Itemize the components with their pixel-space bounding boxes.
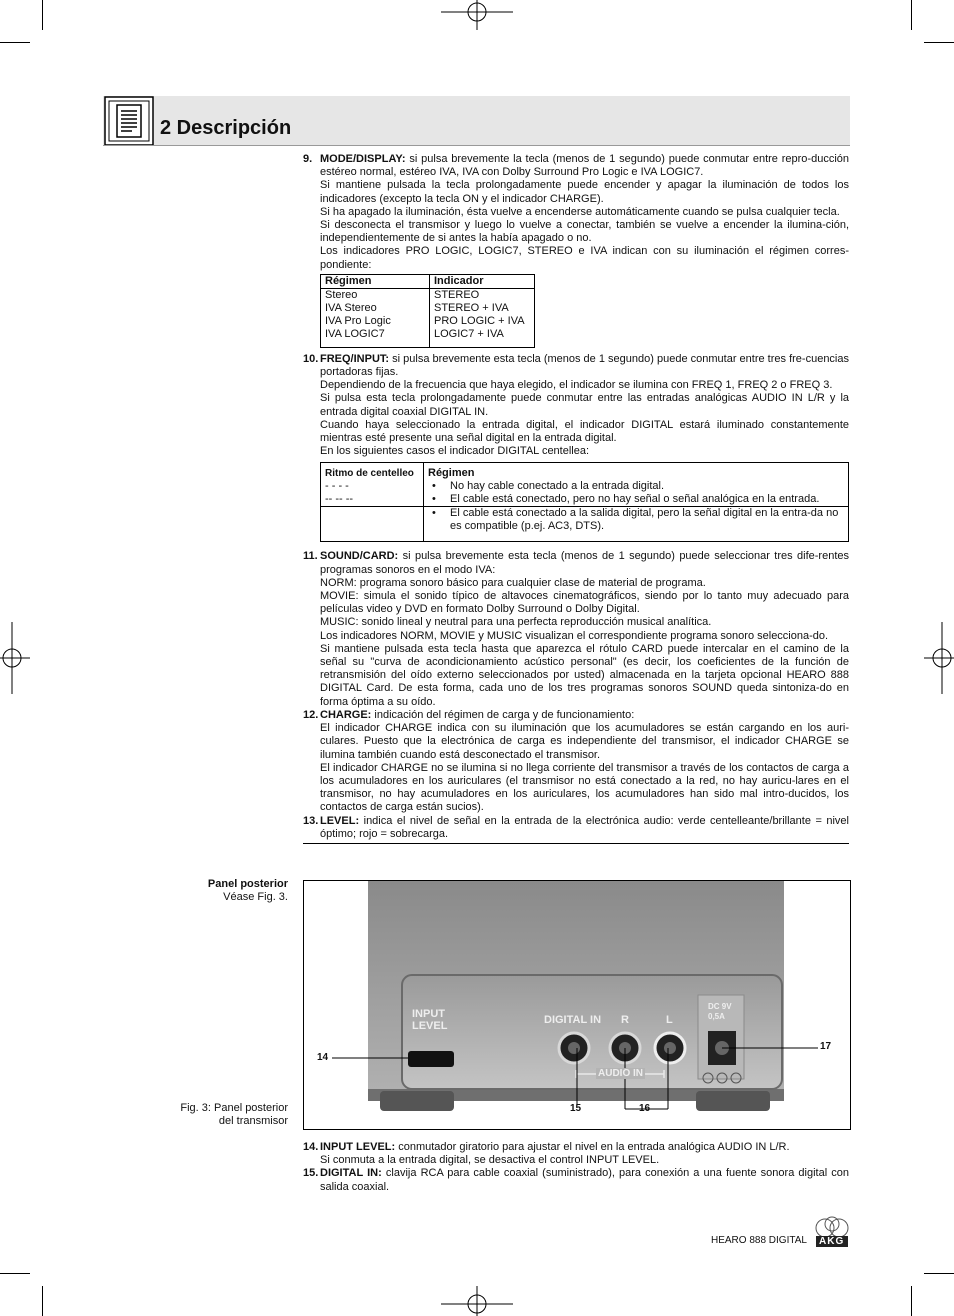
item-paragraph xyxy=(320,550,849,576)
mode-table-cell: STEREO + IVA xyxy=(430,302,535,315)
crop-mark xyxy=(42,0,43,30)
item-paragraph: MUSIC: sonido lineal y neutral para una perfecta reproducción musical analítica. xyxy=(320,616,712,629)
akg-logo-text: AKG xyxy=(819,1236,845,1247)
item-heading: LEVEL: xyxy=(320,814,360,827)
item-number: 12. xyxy=(303,708,319,721)
main-text-block-2 xyxy=(303,1141,849,1194)
label-line: INPUT xyxy=(412,1008,445,1020)
item-paragraph: Los indicadores PRO LOGIC, LOGIC7, STEREO e IVA indican con su iluminación el régimen corres-pondiente: xyxy=(320,245,849,271)
mode-table-cell: PRO LOGIC + IVA xyxy=(430,315,535,328)
item-10 xyxy=(303,353,849,459)
main-text-block-1 xyxy=(303,153,849,844)
item-heading: CHARGE: xyxy=(320,708,372,721)
header-divider xyxy=(103,145,850,146)
bullet-icon: • xyxy=(432,493,436,506)
mode-table-cell: LOGIC7 + IVA xyxy=(430,328,535,348)
item-number: 11. xyxy=(303,550,318,563)
mode-table-header: Indicador xyxy=(430,274,535,288)
crop-mark xyxy=(911,0,912,30)
sidebar-panel-label xyxy=(208,878,288,904)
item-11 xyxy=(303,550,849,708)
item-number: 10. xyxy=(303,352,319,365)
item-paragraph: El indicador CHARGE indica con su iluminación que los acumuladores se están cargando en los auri-culares. Puesto que la electrónica de carga es independiente del transmisor, el indicador CHARGE se ilumina también cuando está desconectado el transmisor. xyxy=(320,722,849,761)
item-text: si pulsa brevemente esta tecla (menos de 1 segundo) puede conmutar entre tres fre-cuencias portadoras fijas. xyxy=(320,352,849,379)
bullet-item xyxy=(428,493,844,506)
item-text: si pulsa brevemente la tecla (menos de 1 segundo) puede conmutar entre repro-ducción estéreo normal, estéreo IVA, IVA con Dolby Surround Pro Logic e IVA LOGIC7. xyxy=(320,153,849,179)
item-paragraph: Los indicadores NORM, MOVIE y MUSIC visualizan el correspondiente programa sonoro selecciona-do. xyxy=(320,629,829,642)
r-label: R xyxy=(621,1014,629,1026)
crop-mark xyxy=(0,42,30,43)
registration-mark-right xyxy=(924,622,954,694)
item-paragraph: NORM: programa sonoro básico para cualquier clase de material de programa. xyxy=(320,576,706,589)
item-number: 9. xyxy=(303,153,313,165)
figure-caption-line: del transmisor xyxy=(218,1115,288,1127)
input-level-label xyxy=(412,1008,447,1032)
bullet-item xyxy=(428,507,844,533)
item-paragraph: Si ha apagado la iluminación, ésta vuelve a encenderse automáticamente cuando se pulsa cualquier tecla. xyxy=(320,205,840,218)
mode-table-cell: Stereo xyxy=(325,288,358,301)
bullet-text: El cable está conectado, pero no hay señal o señal analógica en la entrada. xyxy=(450,493,820,506)
panel-reference: Véase Fig. 3. xyxy=(223,891,288,903)
callout-15: 15 xyxy=(570,1103,582,1114)
item-heading: DIGITAL IN: xyxy=(320,1167,382,1180)
item-paragraph: Si desconecta el transmisor y luego lo vuelve a conectar, también se vuelve a encender la ilumina-ción, independientemente de si antes la había apagado o no. xyxy=(320,219,849,245)
item-text: si pulsa brevemente esta tecla (menos de 1 segundo) puede seleccionar tres dife-rentes programas sonoros en el modo IVA: xyxy=(320,550,849,576)
item-paragraph: En los siguientes casos el indicador DIGITAL centellea: xyxy=(320,445,590,458)
blink-pattern: - - - - xyxy=(325,480,349,493)
registration-mark-left xyxy=(0,622,30,694)
bullet-icon: • xyxy=(432,507,436,520)
item-9 xyxy=(303,153,849,272)
callout-16: 16 xyxy=(639,1103,651,1114)
item-heading: SOUND/CARD: xyxy=(320,550,399,563)
crop-mark xyxy=(924,42,954,43)
l-label: L xyxy=(666,1014,673,1026)
rear-panel-figure xyxy=(303,880,851,1130)
item-paragraph xyxy=(320,153,849,179)
mode-table xyxy=(320,274,535,348)
footer-product-name: HEARO 888 DIGITAL xyxy=(711,1235,807,1246)
blink-pattern-cell xyxy=(321,507,424,542)
item-13 xyxy=(303,815,849,844)
label-line: LEVEL xyxy=(412,1020,448,1032)
item-paragraph: Si mantiene pulsada la tecla prolongadamente puede encender y apagar la iluminación de todos los indicadores (excepto la tecla ON y el indicador CHARGE). xyxy=(320,179,849,205)
bullet-text: El cable está conectado a la salida digital, pero la señal digital en la entra-da no es compatible (p.ej. AC3, DTS). xyxy=(450,507,839,533)
dc-label xyxy=(708,1002,732,1022)
item-text: indicación del régimen de carga y de funcionamiento: xyxy=(374,708,635,721)
crop-mark xyxy=(42,1286,43,1316)
item-paragraph: Dependiendo de la frecuencia que haya elegido, el indicador se ilumina con FREQ 1, FREQ 2 o FREQ 3. xyxy=(320,379,833,392)
mode-table-cell: IVA LOGIC7 xyxy=(325,327,385,340)
mode-table-cell: STEREO xyxy=(430,288,535,302)
item-paragraph: MOVIE: simula el sonido típico de altavoces cinematográficos, siendo por lo tanto muy adecuado para películas video y DVD en formato Dolby Surround o Dolby Digital. xyxy=(320,590,849,616)
item-paragraph xyxy=(320,353,849,379)
item-paragraph: Cuando haya seleccionado la entrada digital, el indicador DIGITAL estará iluminado constantemente mientras esté presente una señal digital en la entrada digital. xyxy=(320,418,849,445)
item-text: indica el nivel de señal en la entrada de la electrónica audio: verde centelleante/brillante = nivel óptimo; rojo = sobrecarga. xyxy=(320,814,849,840)
label-line: DC 9V xyxy=(708,1002,732,1011)
bullet-icon: • xyxy=(432,480,436,493)
callout-17: 17 xyxy=(820,1041,832,1052)
item-paragraph: El indicador CHARGE no se ilumina si no llega corriente del transmisor a través de los contactos de carga a los acumuladores en los auriculares (el transmisor no está conectado a la red, no hay auricu-lares en el transmisor, no hay acumuladores en los auriculares, los acumuladores han sido mal intro-ducidos, los contactos de carga están sucios). xyxy=(320,761,849,814)
item-paragraph: Si conmuta a la entrada digital, se desactiva el control INPUT LEVEL. xyxy=(320,1154,660,1167)
crop-mark xyxy=(911,1286,912,1316)
callout-14: 14 xyxy=(317,1052,329,1063)
mode-table-header: Régimen xyxy=(321,274,430,288)
item-paragraph xyxy=(320,1141,849,1154)
blink-meaning-cell xyxy=(424,507,849,542)
item-text: conmutador giratorio para ajustar el nivel en la entrada analógica AUDIO IN L/R. xyxy=(398,1141,790,1153)
blink-table-header: Régimen xyxy=(424,463,849,481)
item-12 xyxy=(303,709,849,815)
rear-panel-illustration xyxy=(304,881,850,1129)
item-number: 13. xyxy=(303,814,319,827)
item-heading: FREQ/INPUT: xyxy=(320,352,390,365)
item-paragraph: Si pulsa esta tecla prolongadamente puede conmutar entre las entradas analógicas AUDIO IN L/R y la entrada digital coaxial DIGITAL IN. xyxy=(320,392,849,418)
audio-in-label: AUDIO IN xyxy=(598,1068,643,1079)
blink-pattern: -- -- -- xyxy=(325,493,354,506)
blink-meaning-cell xyxy=(424,480,849,507)
item-paragraph xyxy=(320,815,849,841)
item-15 xyxy=(303,1167,849,1193)
item-heading: INPUT LEVEL: xyxy=(320,1141,396,1153)
mode-table-cell: IVA Pro Logic xyxy=(325,314,391,327)
item-number: 15. xyxy=(303,1167,319,1180)
crop-mark xyxy=(924,1273,954,1274)
item-heading: MODE/DISPLAY: xyxy=(320,153,406,165)
crop-mark xyxy=(0,1273,30,1274)
digital-in-label: DIGITAL IN xyxy=(544,1014,602,1026)
registration-mark-bottom xyxy=(441,1286,513,1316)
item-paragraph xyxy=(320,709,849,722)
item-number: 14. xyxy=(303,1141,319,1153)
blink-table xyxy=(320,462,849,542)
bullet-text: No hay cable conectado a la entrada digital. xyxy=(450,480,665,493)
label-line: 0,5A xyxy=(708,1012,725,1021)
bullet-item xyxy=(428,480,844,493)
page-title: 2 Descripción xyxy=(160,117,292,139)
blink-pattern-cell xyxy=(321,480,424,507)
blink-table-header: Ritmo de centelleo xyxy=(325,468,414,480)
panel-title: Panel posterior xyxy=(207,878,288,890)
item-paragraph: Si mantiene pulsada esta tecla hasta que aparezca el rótulo CARD puede intercalar en el camino de la señal su "curva de acondicionamiento acústico personal" (es decir, los coeficientes de la función de retransmisión del oído externo seleccionados por usted) almacenada en la tarjeta opcional HEARO 888 DIGITAL Card. De esta forma, cada uno de los tres programas sonoros SOUND queda sintoniza-do en forma óptima a su oído. xyxy=(320,642,849,708)
item-text: clavija RCA para cable coaxial (suministrado), para conexión a una fuente sonora digital con salida coaxial. xyxy=(320,1167,850,1193)
item-paragraph xyxy=(320,1167,849,1193)
item-14 xyxy=(303,1141,849,1167)
mode-table-cell: IVA Stereo xyxy=(325,301,377,314)
figure-caption xyxy=(180,1102,288,1128)
registration-mark-top xyxy=(441,0,513,30)
figure-caption-line: Fig. 3: Panel posterior xyxy=(180,1102,288,1114)
document-icon xyxy=(104,96,154,146)
